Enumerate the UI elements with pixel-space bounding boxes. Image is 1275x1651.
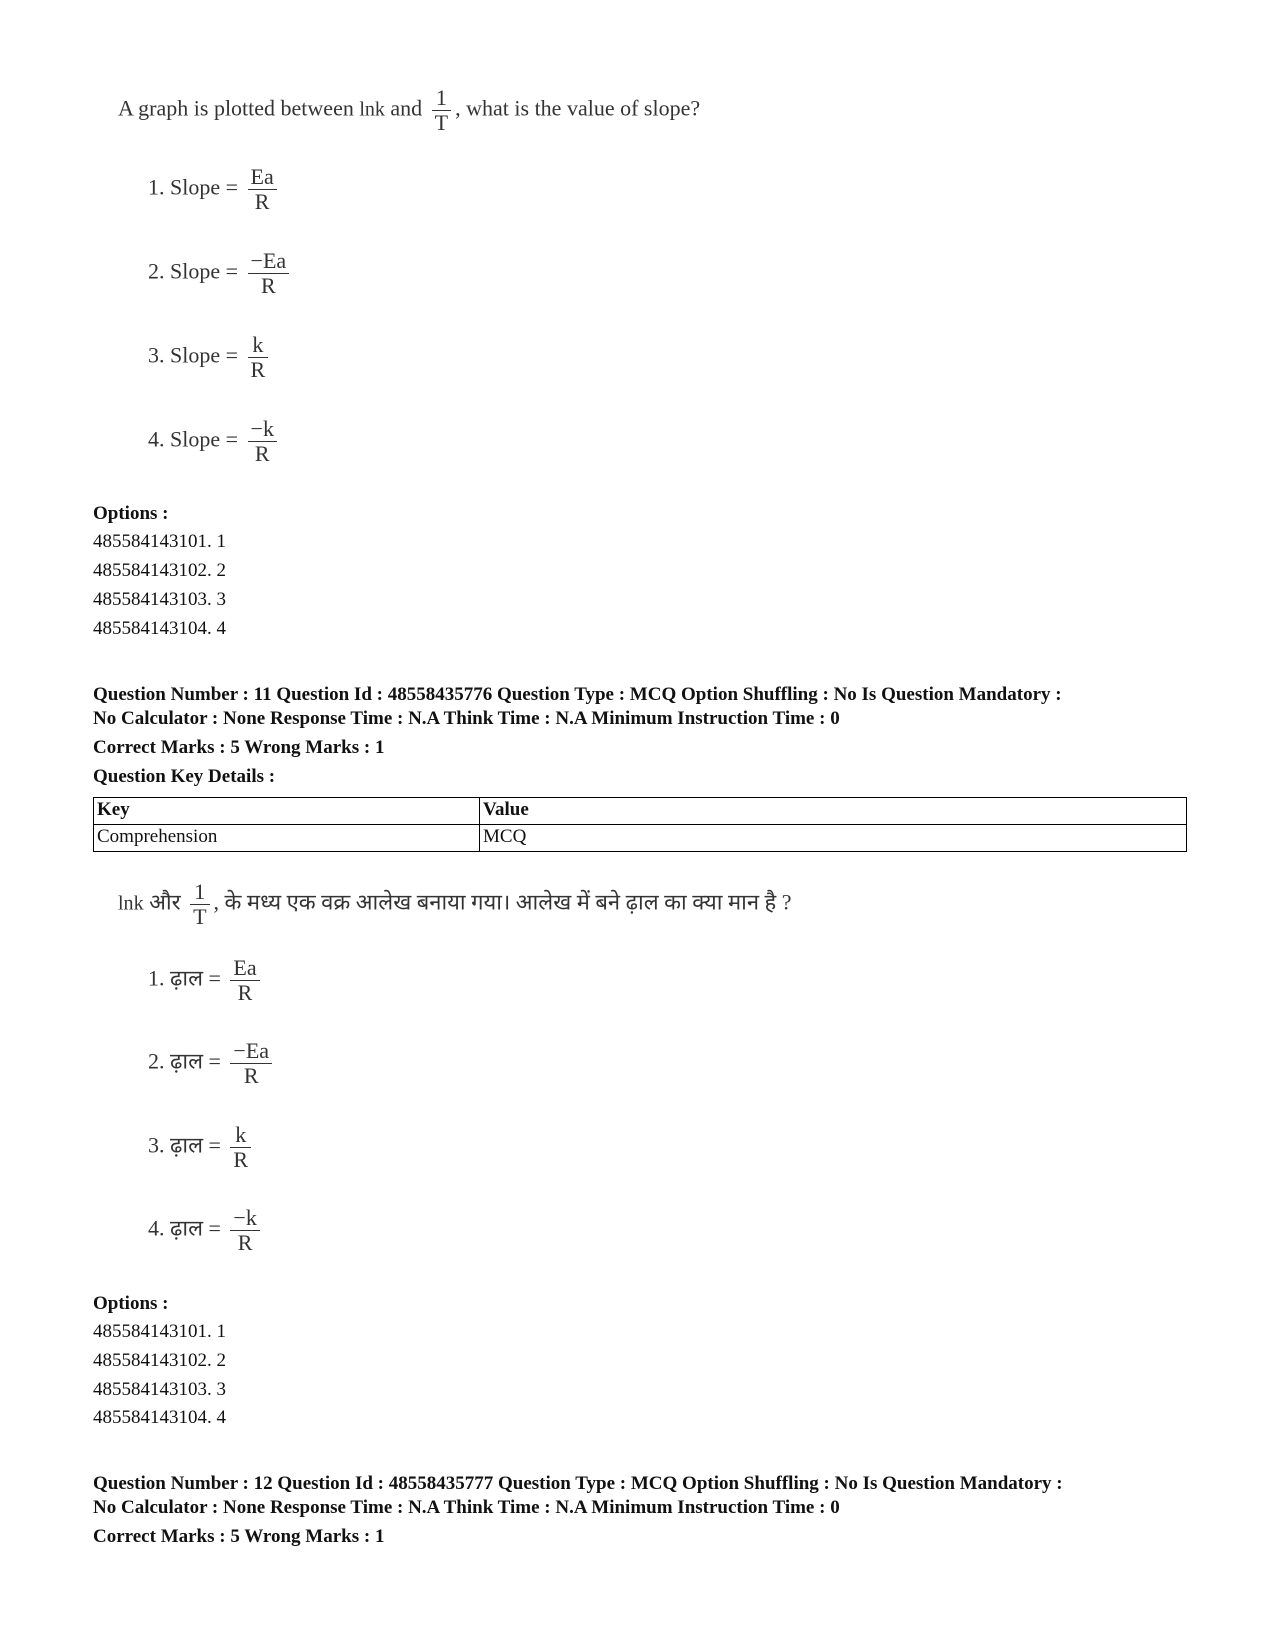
choice-1 — [148, 956, 264, 1005]
k-symbol: k — [374, 98, 385, 121]
choice-3 — [148, 333, 272, 382]
question-key-table — [93, 797, 1187, 852]
option-id: 485584143103. 3 — [93, 1379, 226, 1400]
choice-numerator: Ea — [230, 956, 259, 981]
stem-text: A graph is plotted between — [118, 95, 354, 121]
choice-2 — [148, 1039, 276, 1088]
choice-numerator: −k — [248, 417, 277, 442]
choice-denominator: R — [233, 1147, 249, 1173]
choice-denominator: R — [237, 1230, 253, 1256]
choice-1 — [148, 165, 281, 214]
option-id: 485584143104. 4 — [93, 618, 226, 639]
question-12-meta-line2: No Calculator : None Response Time : N.A Think Time : N.A Minimum Instruction Time : 0 — [93, 1497, 840, 1518]
choice-label: 4. Slope = — [148, 426, 239, 452]
stem-text: , what is the value of slope? — [455, 95, 701, 121]
stem-text: और — [149, 889, 181, 915]
choice-label: 2. Slope = — [148, 258, 239, 284]
question-12-meta-line1: Question Number : 12 Question Id : 48558435777 Question Type : MCQ Option Shuffling : No Is Question Mandatory : — [93, 1473, 1063, 1494]
table-header-cell: Value — [480, 798, 1187, 825]
option-id: 485584143104. 4 — [93, 1407, 226, 1428]
choice-label: 1. ढ़ाल = — [148, 965, 221, 991]
fraction-1-over-T — [190, 880, 209, 929]
choice-numerator: −k — [230, 1206, 259, 1231]
choice-denominator: R — [254, 189, 270, 215]
choice-numerator: k — [248, 333, 269, 358]
choice-numerator: −Ea — [248, 249, 290, 274]
choice-4 — [148, 1206, 264, 1255]
question-11-meta-line2: No Calculator : None Response Time : N.A Think Time : N.A Minimum Instruction Time : 0 — [93, 708, 840, 729]
fraction-numerator: 1 — [190, 880, 209, 905]
question-key-details-heading: Question Key Details : — [93, 766, 276, 787]
choice-denominator: R — [261, 273, 276, 299]
ln-symbol: ln — [359, 98, 375, 121]
fraction-numerator: 1 — [432, 86, 451, 111]
option-id: 485584143101. 1 — [93, 1321, 226, 1342]
table-header-row — [94, 798, 1187, 825]
question-12-marks: Correct Marks : 5 Wrong Marks : 1 — [93, 1526, 385, 1547]
choice-label: 4. ढ़ाल = — [148, 1215, 221, 1241]
stem-text: , के मध्य एक वक्र आलेख बनाया गया। आलेख में बने ढ़ाल का क्या मान है ? — [213, 889, 792, 915]
choice-numerator: Ea — [248, 165, 277, 190]
choice-denominator: R — [250, 357, 266, 383]
choice-2 — [148, 249, 293, 298]
fraction-denominator: T — [193, 904, 207, 930]
options-heading: Options : — [93, 1293, 169, 1314]
choice-label: 2. ढ़ाल = — [148, 1048, 221, 1074]
table-cell: Comprehension — [94, 825, 480, 852]
stem-text: and — [390, 95, 423, 121]
question-10-stem — [118, 86, 700, 135]
fraction-denominator: T — [434, 110, 449, 136]
option-id: 485584143102. 2 — [93, 560, 226, 581]
choice-3 — [148, 1123, 255, 1172]
table-header-cell: Key — [94, 798, 480, 825]
table-row — [94, 825, 1187, 852]
table-cell: MCQ — [480, 825, 1187, 852]
option-id: 485584143101. 1 — [93, 531, 226, 552]
options-heading: Options : — [93, 503, 169, 524]
question-11-stem-hindi — [118, 880, 791, 929]
k-symbol: k — [133, 892, 144, 915]
question-11-meta-line1: Question Number : 11 Question Id : 48558435776 Question Type : MCQ Option Shuffling : No Is Question Mandatory : — [93, 684, 1062, 705]
choice-label: 1. Slope = — [148, 174, 239, 200]
option-id: 485584143102. 2 — [93, 1350, 226, 1371]
choice-denominator: R — [237, 980, 253, 1006]
choice-numerator: k — [230, 1123, 251, 1148]
choice-denominator: R — [243, 1063, 259, 1089]
option-id: 485584143103. 3 — [93, 589, 226, 610]
choice-label: 3. Slope = — [148, 342, 239, 368]
fraction-1-over-T — [432, 86, 451, 135]
choice-denominator: R — [254, 441, 270, 467]
choice-4 — [148, 417, 281, 466]
choice-label: 3. ढ़ाल = — [148, 1132, 221, 1158]
ln-symbol: ln — [118, 892, 134, 915]
question-11-marks: Correct Marks : 5 Wrong Marks : 1 — [93, 737, 385, 758]
choice-numerator: −Ea — [230, 1039, 272, 1064]
